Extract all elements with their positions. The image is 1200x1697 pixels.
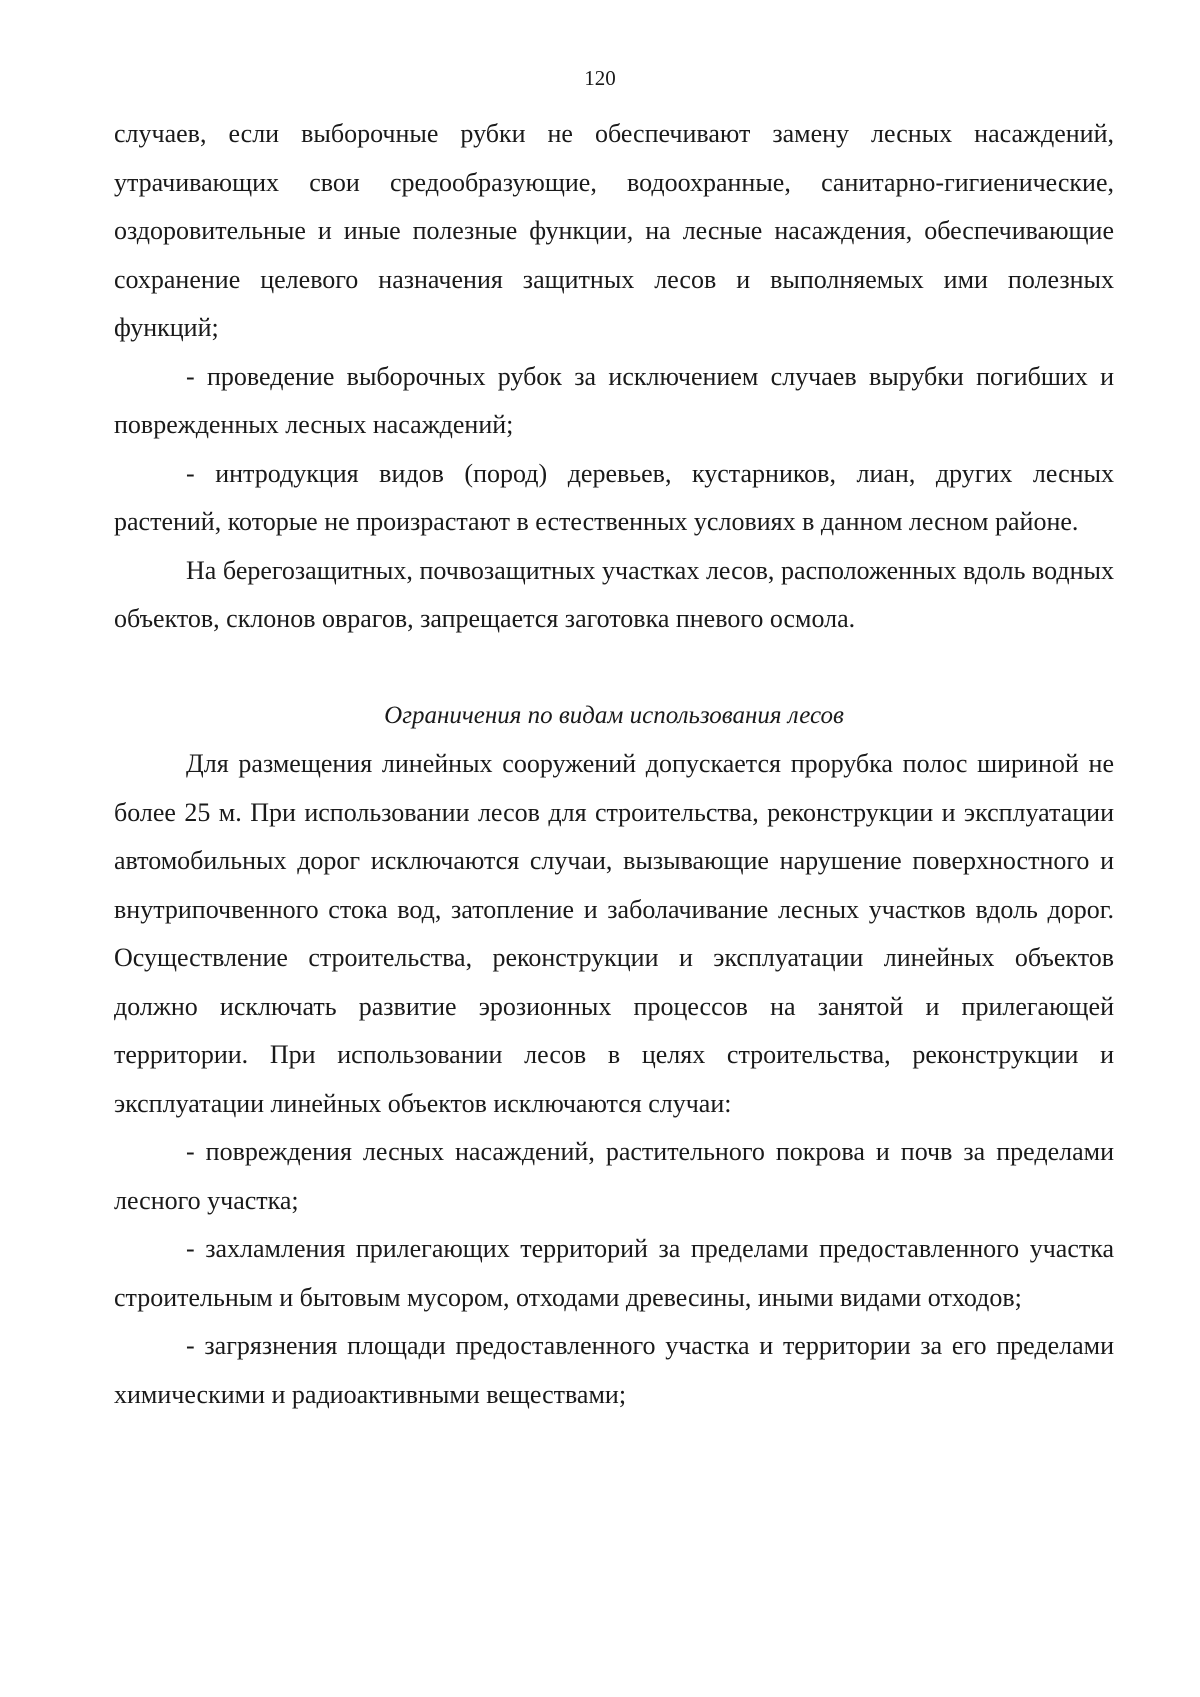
paragraph-continuation: случаев, если выборочные рубки не обеспечивают замену лесных насаждений, утрачивающих свои средообразующие, водоохранные, санитарно-гигиенические, оздоровительные и иные полезные функции, на лесные насаждения, обеспечивающие сохранение целевого назначения защитных лесов и выполняемых ими полезных функций; — [114, 119, 1114, 342]
paragraph: Для размещения линейных сооружений допускается прорубка полос шириной не более 25 м. При использовании лесов для строительства, реконструкции и эксплуатации автомобильных дорог исключаются случаи, вызывающие нарушение поверхностного и внутрипочвенного стока вод, затопление и заболачивание лесных участков вдоль дорог. Осуществление строительства, реконструкции и эксплуатации линейных объектов должно исключать развитие эрозионных процессов на занятой и прилегающей территории. При использовании лесов в целях строительства, реконструкции и эксплуатации линейных объектов исключаются случаи: — [114, 749, 1114, 1118]
list-item: - интродукция видов (пород) деревьев, кустарников, лиан, других лесных растений, которые не произрастают в естественных условиях в данном лесном районе. — [114, 458, 1114, 536]
document-body — [114, 110, 1114, 1419]
list-item: - загрязнения площади предоставленного участка и территории за его пределами химическими и радиоактивными веществами; — [114, 1331, 1114, 1409]
paragraph: На берегозащитных, почвозащитных участках лесов, расположенных вдоль водных объектов, склонов оврагов, запрещается заготовка пневого осмола. — [114, 555, 1114, 633]
list-item: - захламления прилегающих территорий за пределами предоставленного участка строительным и бытовым мусором, отходами древесины, иными видами отходов; — [114, 1234, 1114, 1312]
page-number: 120 — [584, 66, 616, 90]
list-item: - повреждения лесных насаждений, растительного покрова и почв за пределами лесного участка; — [114, 1137, 1114, 1215]
section-heading: Ограничения по видам использования лесов — [384, 701, 844, 729]
list-item: - проведение выборочных рубок за исключением случаев вырубки погибших и поврежденных лесных насаждений; — [114, 361, 1114, 439]
